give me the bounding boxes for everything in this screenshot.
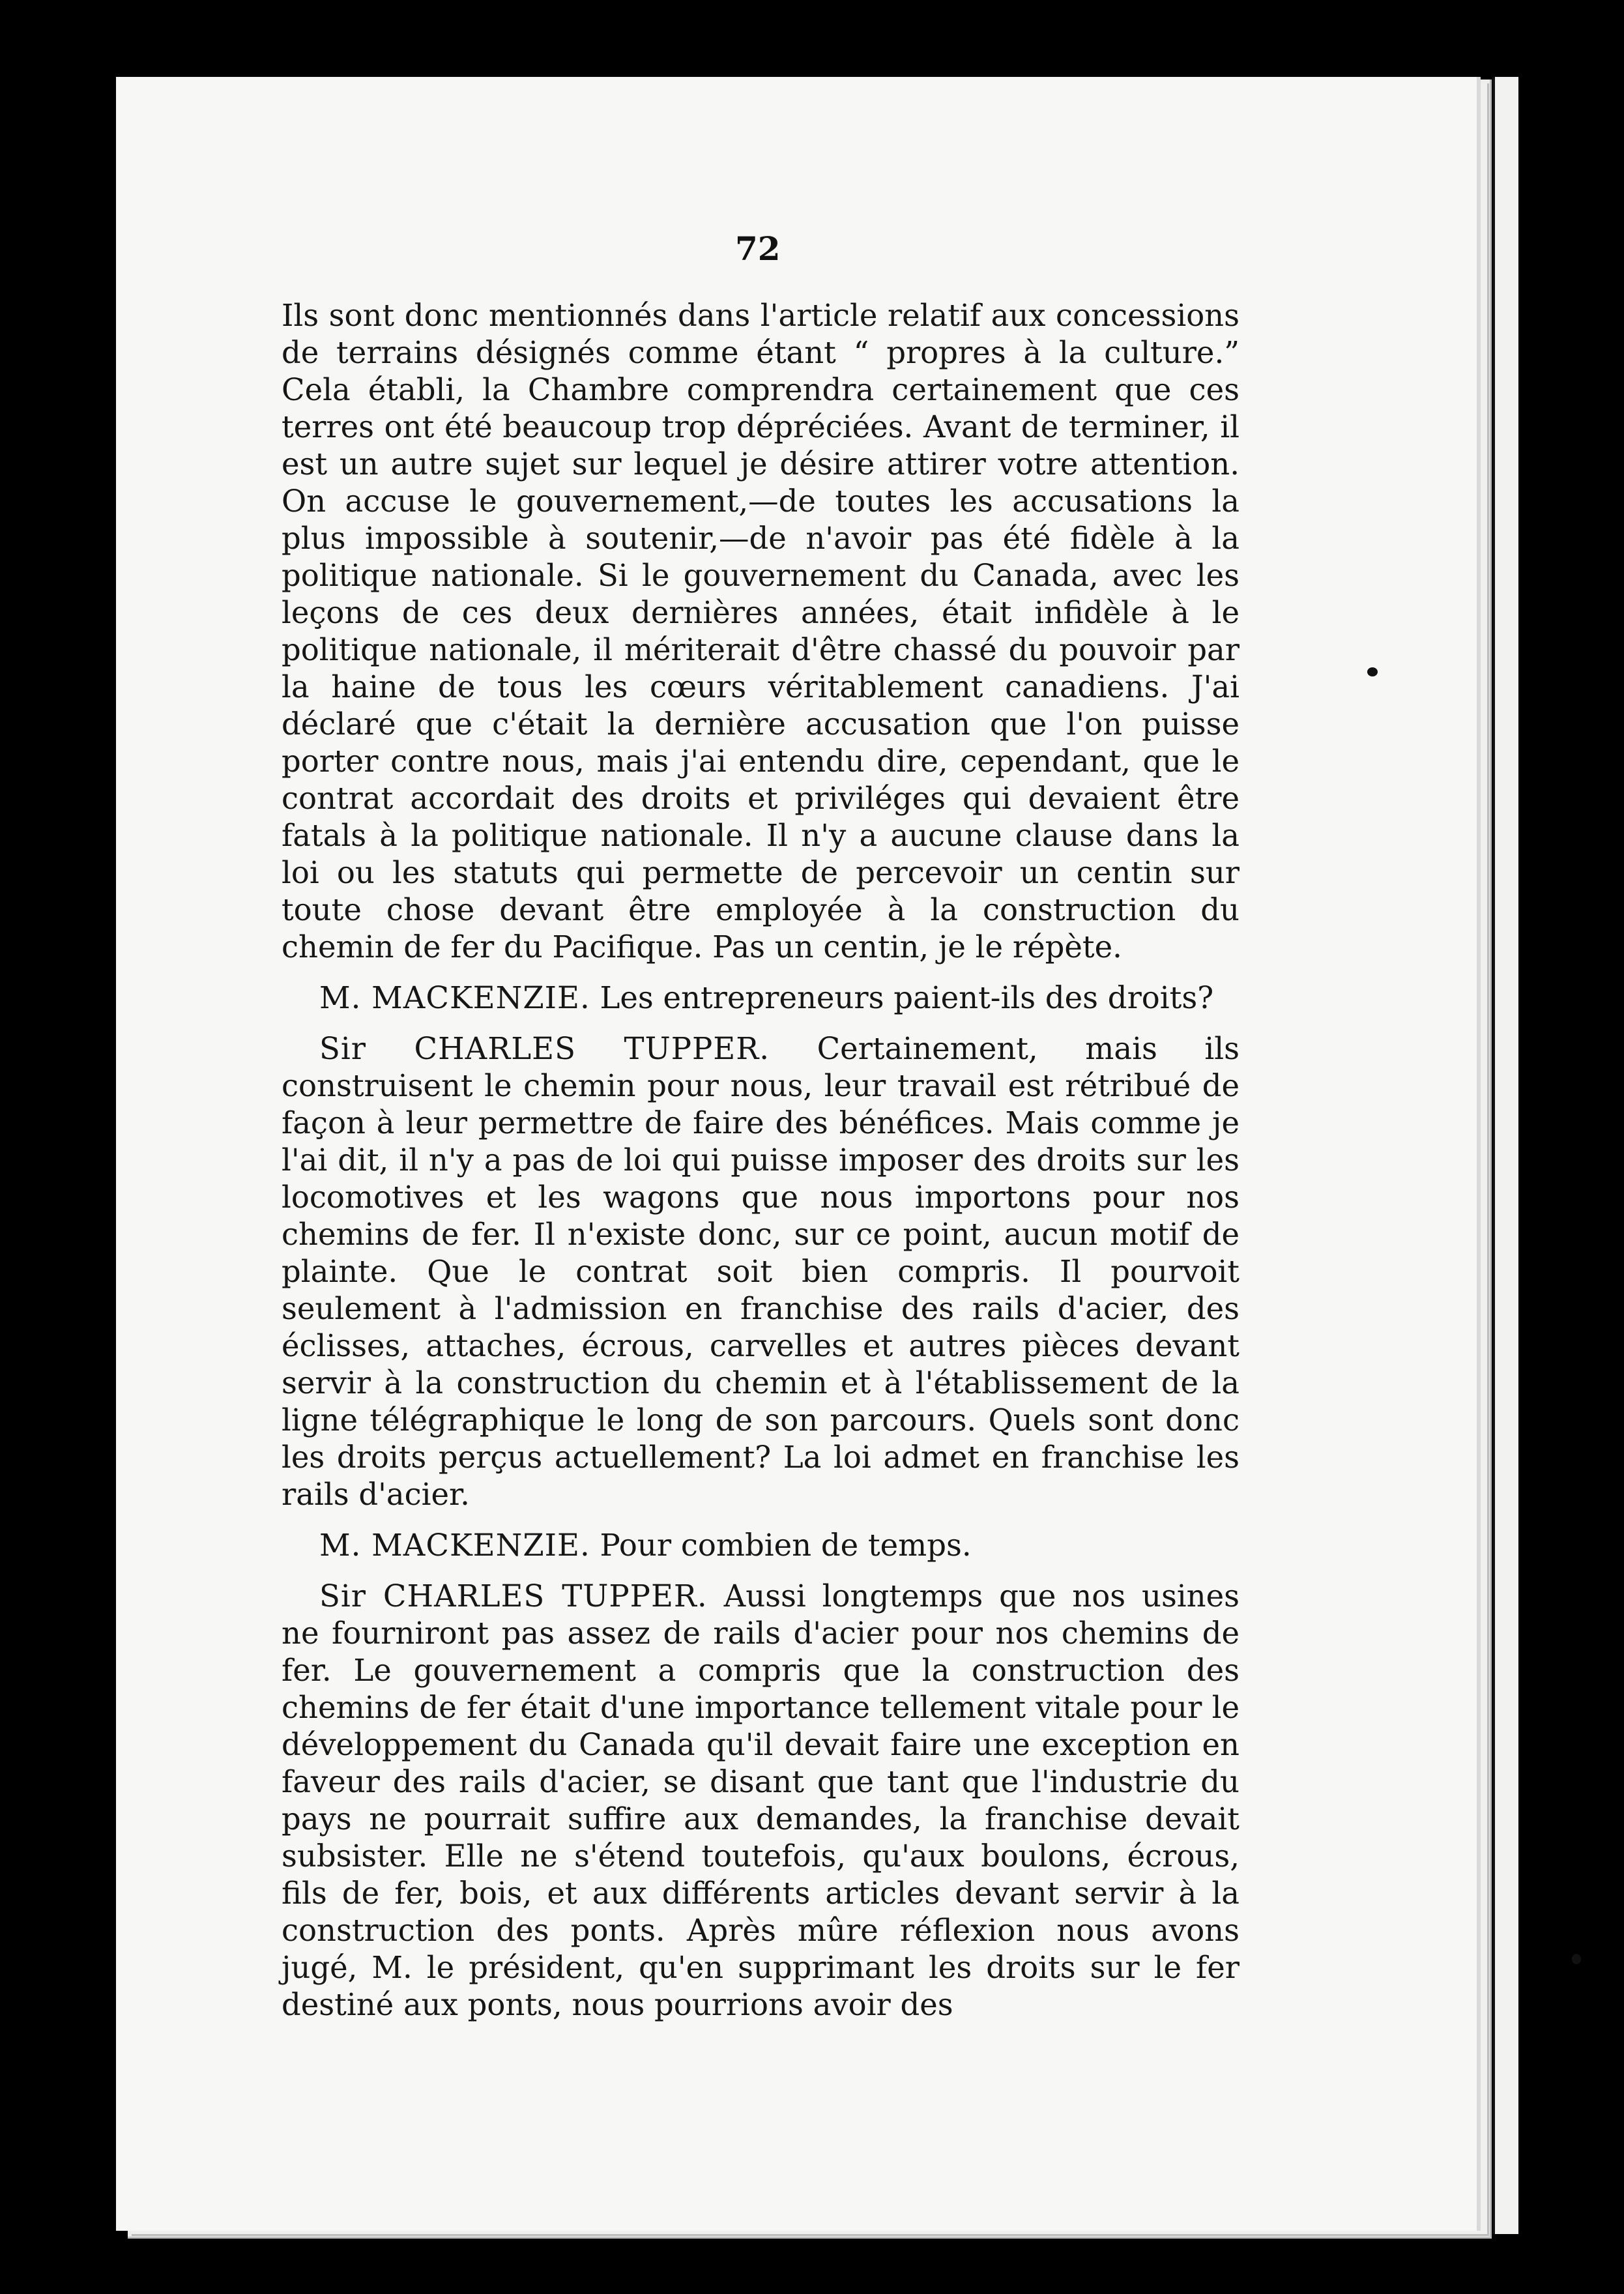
speaker-name: M. MACKENZIE. xyxy=(319,1528,590,1563)
speech-mackenzie-1 xyxy=(282,980,1240,1017)
speech-text: Pour combien de temps. xyxy=(600,1528,972,1563)
speech-text: Certainement, mais ils construisent le chemin pour nous, leur travail est rétribué de façon à leur permettre de faire des bénéfices. Mais comme je l'ai dit, il n'y a pas de loi qui puisse imposer des droits sur les locomotives et les wagons que nous importons pour nos chemins de fer. Il n'existe donc, sur ce point, aucun motif de plainte. Que le contrat soit bien compris. Il pourvoit seulement à l'admission en franchise des rails d'acier, des éclisses, attaches, écrous, carvelles et autres pièces devant servir à la construction du chemin et à l'établissement de la ligne télégraphique le long de son parcours. Quels sont donc les droits perçus actuellement? La loi admet en franchise les rails d'acier. xyxy=(282,1031,1240,1512)
speech-text: Aussi longtemps que nos usines ne fourniront pas assez de rails d'acier pour nos chemins de fer. Le gouvernement a compris que la construction des chemins de fer était d'une importance tellement vitale pour le développement du Canada qu'il devait faire une exception en faveur des rails d'acier, se disant que tant que l'industrie du pays ne pourrait suffire aux demandes, la franchise devait subsister. Elle ne s'étend toutefois, qu'aux boulons, écrous, fils de fer, bois, et aux différents articles devant servir à la construction des ponts. Après mûre réflexion nous avons jugé, M. le président, qu'en supprimant les droits sur le fer destiné aux ponts, nous pourrions avoir des xyxy=(282,1578,1240,2022)
speech-text: Les entrepreneurs paient-ils des droits? xyxy=(600,980,1214,1015)
speech-tupper-2 xyxy=(282,1578,1240,2024)
dust-speck xyxy=(1367,667,1378,676)
speech-tupper-1 xyxy=(282,1030,1240,1513)
paragraph-continuation: Ils sont donc mentionnés dans l'article relatif aux concessions de terrains désignés comme étant “ propres à la culture.” Cela établi, la Chambre comprendra certainement que ces terres ont été beaucoup trop dépréciées. Avant de terminer, il est un autre sujet sur lequel je désire attirer votre attention. On accuse le gouvernement,—de toutes les accusations la plus impossible à soutenir,—de n'avoir pas été fidèle à la politique nationale. Si le gouvernement du Canada, avec les leçons de ces deux dernières années, était infidèle à le politique nationale, il mériterait d'être chassé du pouvoir par la haine de tous les cœurs véritablement canadiens. J'ai déclaré que c'était la dernière accusation que l'on puisse porter contre nous, mais j'ai entendu dire, cependant, que le contrat accordait des droits et priviléges qui devaient être fatals à la politique nationale. Il n'y a aucune clause dans la loi ou les statuts qui permette de percevoir un centin sur toute chose devant être employée à la construction du chemin de fer du Pacifique. Pas un centin, je le répète. xyxy=(282,298,1240,965)
book-binding-edge xyxy=(1492,77,1518,2234)
speech-mackenzie-2 xyxy=(282,1527,1240,1564)
speaker-name: M. MACKENZIE. xyxy=(319,980,590,1015)
page-number: 72 xyxy=(735,229,781,268)
speaker-name: Sir CHARLES TUPPER. xyxy=(319,1031,770,1066)
speaker-name: Sir CHARLES TUPPER. xyxy=(319,1578,708,1614)
page-text xyxy=(282,297,1240,2024)
dust-speck xyxy=(1572,1954,1581,1964)
